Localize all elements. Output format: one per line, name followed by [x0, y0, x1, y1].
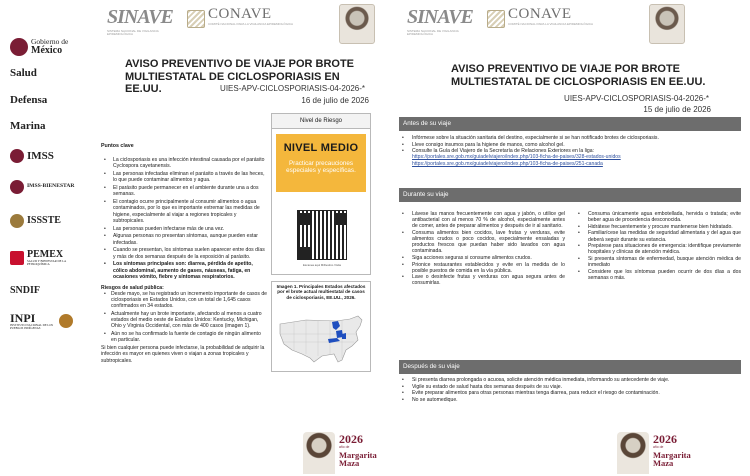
sndif-logo: SNDIF: [10, 285, 41, 296]
risks-heading: Riesgos de salud pública:: [101, 284, 164, 291]
list-item: • No se automedique.: [399, 397, 741, 403]
list-item: • Evite preparar alimentos para otras personas mientras tenga diarrea, para reducir el riesgo de contaminación.: [399, 390, 741, 396]
list-item: • Hidrátese frecuentemente y procure mantenerse bien hidratado.: [575, 224, 741, 230]
sinave-logo: SINAVE SISTEMA NACIONAL DE VIGILANCIA EPIDEMIOLÓGICA: [407, 6, 473, 37]
pemex-icon: [10, 251, 24, 265]
eagle-seal-icon: [10, 38, 28, 56]
list-item: • Cuando se presentan, los síntomas suelen aparecer entre dos días y más de dos semanas después de la exposición al parásito.: [101, 247, 267, 259]
gobierno-logo: [10, 38, 68, 56]
document-title: AVISO PREVENTIVO DE VIAJE POR BROTE MULTIESTATAL DE CICLOSPORIASIS EN EE.UU.: [451, 63, 706, 88]
list-item: • Considere que los síntomas pueden ocurrir de dos días a dos semanas o más.: [575, 269, 741, 281]
footer-2026-logo: 2026 año de Margarita Maza: [617, 432, 693, 474]
list-item: • Consulte la Guía del Viajero de la Secretaría de Relaciones Exteriores en la liga: https://portales.sre.gob.mx/guiadelviajero/index.php/103-ficha-de-paises/328-estados-unidos https://portales.sre.gob.mx/guiadelviajero/index.php/103-ficha-de-paises/251-canada: [399, 148, 741, 166]
footer-2026-logo: 2026 año de Margarita Maza: [303, 432, 377, 474]
list-item: • Las personas pueden infectarse más de una vez.: [101, 226, 267, 232]
gobierno-label: Gobierno de: [31, 37, 69, 47]
list-item: • Si presenta diarrea prolongada o acuosa, solicite atención médica inmediata, informando su antecedente de viaje.: [399, 377, 741, 383]
institution-sidebar: [0, 0, 92, 476]
closing-text: Si bien cualquier persona puede infectarse, la probabilidad de adquirir la infección es mayor en quienes viven o viajan a zonas tropicales y subtropicales.: [101, 345, 265, 364]
list-item: • Siga acciones seguras si consume alimentos crudos.: [399, 255, 565, 261]
list-item: • Aún no se ha confirmado la fuente de contagio de ningún alimento en particular.: [101, 331, 267, 343]
key-points-column: [101, 143, 267, 364]
conave-emblem-icon: [487, 10, 505, 28]
section-during-body: [399, 211, 741, 287]
inpi-icon: [59, 314, 73, 328]
map-caption: Imagen 1. Principales Estados afectados por el brote actual multiestatal de casos de ciclosporiasis, EE.UU., 2026.: [276, 284, 366, 300]
us-outline: [280, 316, 362, 362]
document-code: UIES-APV-CICLOSPORIASIS-04-2026-*: [564, 94, 709, 103]
sre-link-canada[interactable]: https://portales.sre.gob.mx/guiadelviajero/index.php/103-ficha-de-paises/251-canada: [412, 160, 603, 167]
document-page-2: [385, 0, 750, 476]
highlight-west-virginia: [342, 333, 346, 339]
list-item: • Prionice restaurantes establecidos y evite en la medida de lo posible puestos de comida en la vía pública.: [399, 262, 565, 274]
list-item: • Las personas infectadas eliminan el parásito a través de las heces, lo que puede contaminar alimentos y agua.: [101, 171, 267, 183]
section-after-body: [399, 377, 741, 404]
during-right-list: [575, 211, 741, 287]
risk-level-box: [271, 113, 371, 275]
list-item: • Consuma únicamente agua embotellada, hervida o tratada; evite beber agua de procedencia desconocida.: [575, 211, 741, 223]
list-item: • Familiarícese las medidas de seguridad alimentaria y del agua que deberá seguir durante su estancia.: [575, 230, 741, 242]
margarita-maza-portrait: [303, 432, 335, 474]
list-item: • Vigile su estado de salud hasta dos semanas después de su viaje.: [399, 384, 741, 390]
list-item: • Los síntomas principales son: diarrea, pérdida de apetito, cólico abdominal, aumento de gases, náuseas, fatiga, en ocasiones vómito, fiebre y síntomas respiratorios.: [101, 261, 267, 280]
header-logos: [107, 6, 294, 37]
imss-bienestar-logo: IMSS-BIENESTAR: [10, 180, 74, 194]
section-header-before: Antes de su viaje: [399, 117, 741, 131]
list-item: • Algunas personas no presentan síntomas, aunque pueden estar infectadas.: [101, 233, 267, 245]
issste-emblem-icon: [10, 214, 24, 228]
list-item: • Consuma alimentos bien cocidos, lave frutas y verduras, evite alimentos crudos o poco cocidos, especialmente ensaladas y productos frescos que puedan haber sido lavados con agua contaminada.: [399, 230, 565, 254]
conave-logo: CONAVE COMITÉ NACIONAL PARA LA VIGILANCIA EPIDEMIOLÓGICA: [487, 6, 594, 28]
risks-list: [101, 291, 267, 344]
us-map-image: [276, 310, 368, 368]
margarita-maza-portrait: [617, 432, 649, 474]
risk-level-value: NIVEL MEDIO: [283, 142, 359, 154]
portrait-image: [339, 4, 375, 44]
conave-logo: CONAVE COMITÉ NACIONAL PARA LA VIGILANCIA EPIDEMIOLÓGICA: [187, 6, 294, 28]
document-code: UIES-APV-CICLOSPORIASIS-04-2026-*: [220, 84, 365, 93]
list-item: • La ciclosporiasis es una infección intestinal causada por el parásito Cyclospora cayetanensis.: [101, 157, 267, 169]
imss-logo: IMSS: [10, 149, 54, 163]
list-item: • Lleve consigo insumos para la higiene de manos, como alcohol gel.: [399, 142, 741, 148]
list-item: • Prepárese para situaciones de emergencia: identifique previamente hospitales y clínicas de atención médica.: [575, 243, 741, 255]
inpi-logo: INPI INSTITUTO NACIONAL DE LOS PUEBLOS INDÍGENAS: [10, 312, 73, 330]
conave-emblem-icon: [187, 10, 205, 28]
list-item: • Si presenta síntomas de enfermedad, busque atención médica de inmediato: [575, 256, 741, 268]
salud-logo: Salud: [10, 67, 37, 79]
during-left-list: [399, 211, 565, 287]
key-points-list: [101, 157, 267, 280]
qr-code-icon[interactable]: [297, 210, 347, 260]
mexico-label: México: [31, 44, 63, 56]
sinave-logo: SINAVE SISTEMA NACIONAL DE VIGILANCIA EPIDEMIOLÓGICA: [107, 6, 173, 37]
defensa-logo: Defensa: [10, 94, 48, 106]
qr-caption: Escanea aquí MiDestino Visita: [303, 263, 341, 267]
header-logos: [407, 6, 594, 37]
sre-link-usa[interactable]: https://portales.sre.gob.mx/guiadelviajero/index.php/103-ficha-de-paises/328-estados-unidos: [412, 154, 621, 161]
list-item: • Desde mayo, se ha registrado un incremento importante de casos de ciclosporiasis en Estados Unidos, con un total de 1,645 casos confirmados en 34 estados.: [101, 291, 267, 310]
list-item: • El parásito puede permanecer en el ambiente durante una a dos semanas.: [101, 185, 267, 197]
document-date: 16 de julio de 2026: [301, 96, 369, 105]
list-item: • Infórmese sobre la situación sanitaria del destino, especialmente si se han notificado brotes de ciclosporiasis.: [399, 135, 741, 141]
document-title: AVISO PREVENTIVO DE VIAJE POR BROTE MULTIESTATAL DE CICLOSPORIASIS EN EE.UU.: [125, 58, 355, 95]
list-item: • Actualmente hay un brote importante, afectando al menos a cuatro estados del medio oeste de Estados Unidos: Kentucky, Michigan, Ohio y Virginia Occidental, con más de 400 casos (imagen 1).: [101, 311, 267, 330]
list-item: • Lávese las manos frecuentemente con agua y jabón, o utilice gel antibacterial con al menos 70 % de alcohol, especialmente antes de comer, antes de preparar alimentos y después de ir al sanitario.: [399, 211, 565, 229]
document-date: 15 de julio de 2026: [643, 105, 711, 114]
risk-level-badge: [276, 134, 366, 192]
risk-advice: Practicar precauciones especiales y específicas.: [286, 160, 356, 174]
pemex-logo: PEMEX SALUD Y BIENESTAR DE LA PETROQUÍMICA: [10, 250, 87, 266]
section-header-during: Durante su viaje: [399, 188, 741, 202]
issste-logo: ISSSTE: [10, 214, 61, 228]
key-points-heading: Puntos clave: [101, 143, 134, 149]
section-header-after: Después de su viaje: [399, 360, 741, 374]
section-before-body: [399, 135, 741, 167]
document-page-1: [95, 0, 377, 476]
highlight-ohio: [336, 330, 343, 338]
risk-level-label: Nivel de Riesgo: [272, 114, 370, 129]
imss-emblem-icon: [10, 180, 24, 194]
list-item: • Lave o desinfecte frutas y verduras con agua segura antes de consumirlas.: [399, 274, 565, 286]
portrait-image: [649, 4, 685, 44]
map-figure: [271, 281, 371, 372]
list-item: • El contagio ocurre principalmente al consumir alimentos o agua contaminados, por lo que es importante extremar las medidas de higiene, especialmente al viajar a regiones tropicales y subtropicales.: [101, 199, 267, 224]
marina-logo: Marina: [10, 120, 46, 132]
imss-emblem-icon: [10, 149, 24, 163]
